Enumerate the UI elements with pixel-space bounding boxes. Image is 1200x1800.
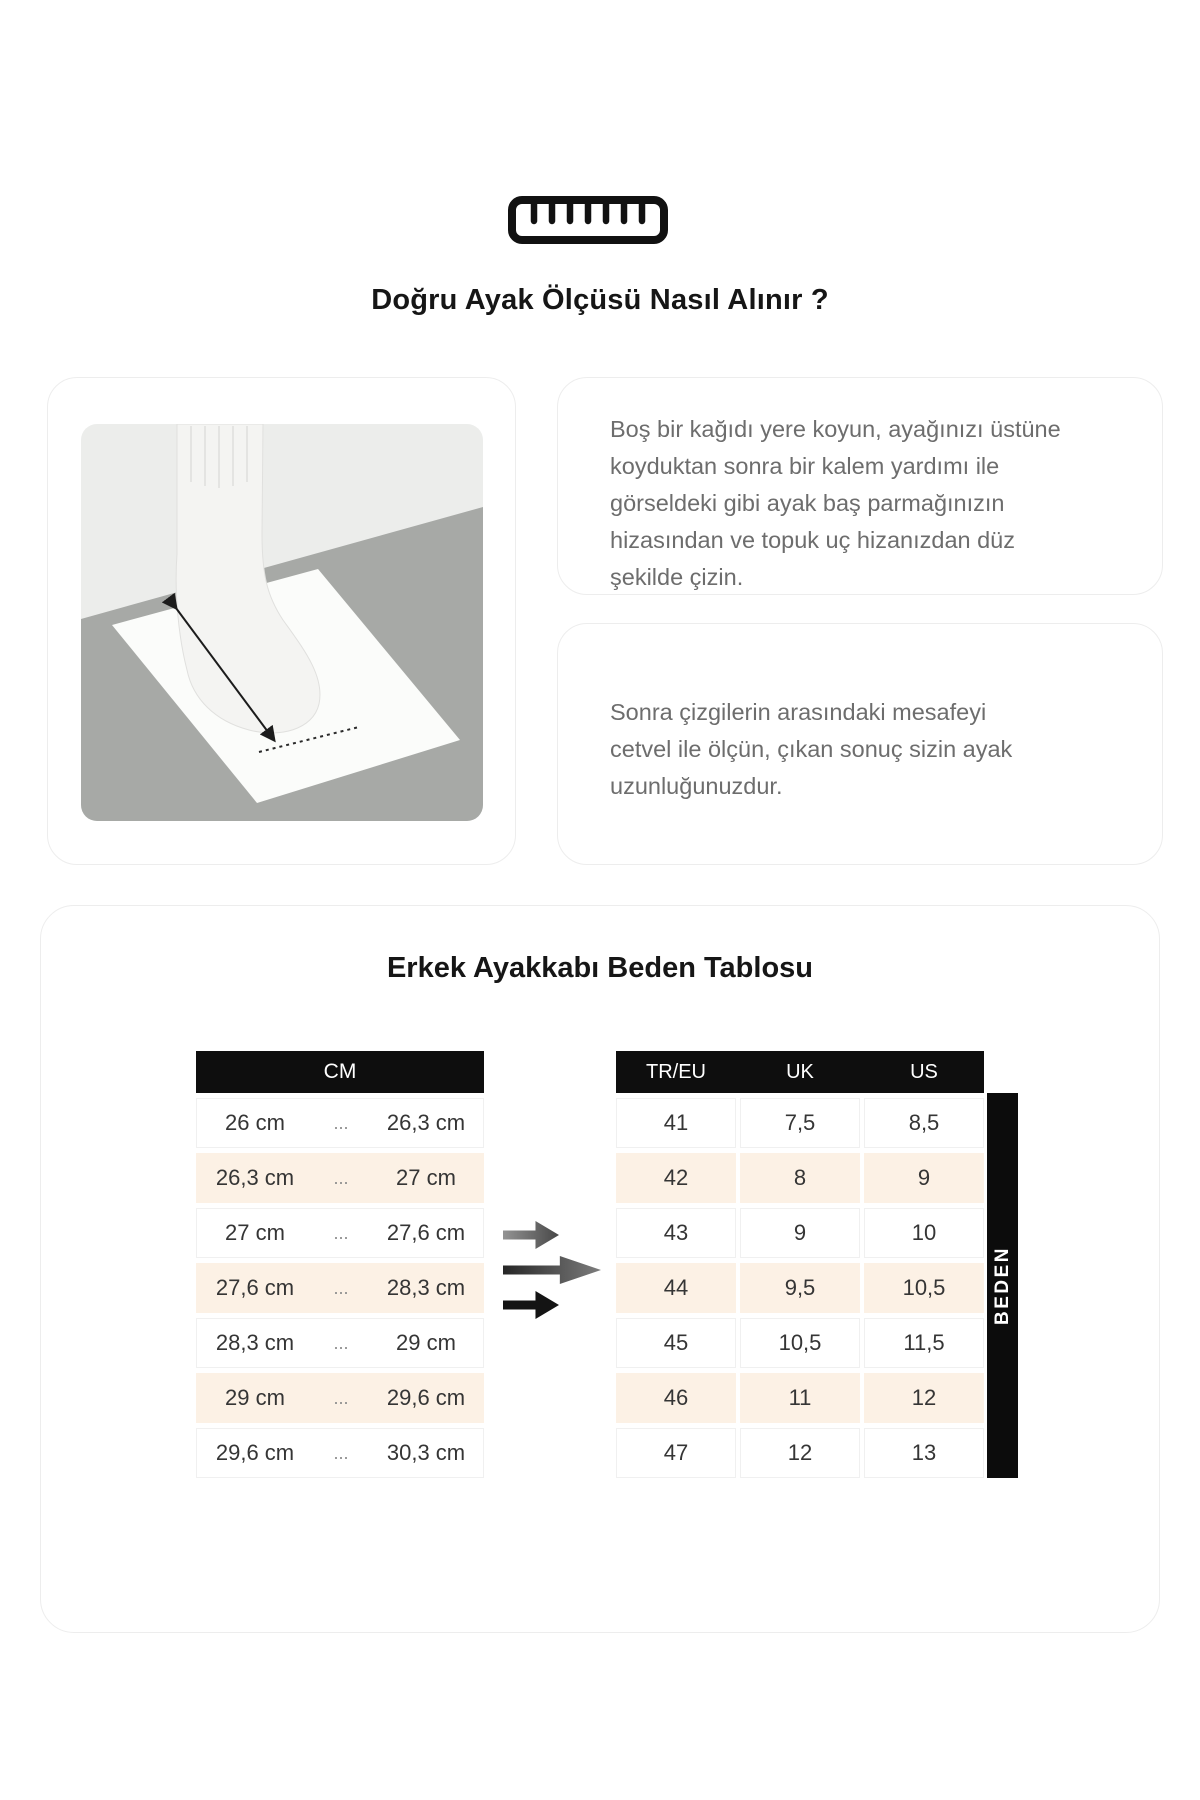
size-treu: 42 — [616, 1153, 736, 1203]
cm-row — [196, 1153, 484, 1203]
cm-table — [196, 1051, 484, 1478]
page-title: Doğru Ayak Ölçüsü Nasıl Alınır ? — [371, 284, 829, 316]
instruction-text: hizasından ve topuk uç hizanızdan düz — [610, 527, 1015, 553]
instruction-text: Sonra çizgilerin arasındaki mesafeyi — [610, 698, 987, 725]
cm-range-end: 30,3 cm — [386, 1440, 466, 1465]
cm-range-start: 29,6 cm — [215, 1440, 295, 1465]
size-us: 13 — [864, 1428, 984, 1478]
size-us: 12 — [864, 1373, 984, 1423]
cm-row — [196, 1373, 484, 1423]
size-uk: 7,5 — [740, 1098, 860, 1148]
col-header-uk: UK — [786, 1060, 814, 1083]
instruction-text: görseldeki gibi ayak baş parmağınızın — [610, 490, 1005, 516]
size-us: 9 — [864, 1153, 984, 1203]
size-uk: 12 — [740, 1428, 860, 1478]
cm-row — [196, 1208, 484, 1258]
cm-row — [196, 1263, 484, 1313]
instruction-step2 — [557, 623, 1163, 865]
size-table — [616, 1051, 984, 1478]
size-uk: 8 — [740, 1153, 860, 1203]
cm-range-start: 28,3 cm — [215, 1330, 295, 1355]
cm-row — [196, 1318, 484, 1368]
size-us: 10,5 — [864, 1263, 984, 1313]
size-uk: 9 — [740, 1208, 860, 1258]
size-us: 8,5 — [864, 1098, 984, 1148]
range-dots: ... — [333, 1277, 349, 1298]
instruction-text: Boş bir kağıdı yere koyun, ayağınızı üstüne — [610, 416, 1061, 442]
cm-range-end: 26,3 cm — [386, 1110, 466, 1135]
size-row — [616, 1318, 984, 1368]
instruction-text: cetvel ile ölçün, çıkan sonuç sizin ayak — [610, 735, 1013, 762]
size-treu: 41 — [616, 1098, 736, 1148]
size-uk: 10,5 — [740, 1318, 860, 1368]
cm-range-end: 27 cm — [396, 1165, 456, 1190]
arrow-right-icon — [503, 1221, 559, 1249]
instruction-text: koyduktan sonra bir kalem yardımı ile — [610, 453, 1000, 479]
cm-row — [196, 1098, 484, 1148]
foot-photo-card — [47, 377, 516, 865]
size-row — [616, 1153, 984, 1203]
instruction-text: uzunluğunuzdur. — [610, 772, 783, 799]
cm-row — [196, 1428, 484, 1478]
size-row — [616, 1428, 984, 1478]
arrow-right-icon — [503, 1291, 559, 1319]
size-uk: 11 — [740, 1373, 860, 1423]
range-dots: ... — [333, 1442, 349, 1463]
size-treu: 47 — [616, 1428, 736, 1478]
col-header-us: US — [910, 1060, 938, 1083]
cm-range-start: 26,3 cm — [215, 1165, 295, 1190]
beden-vertical-bar — [987, 1093, 1018, 1478]
size-treu: 45 — [616, 1318, 736, 1368]
size-us: 11,5 — [864, 1318, 984, 1368]
cm-range-end: 27,6 cm — [386, 1220, 466, 1245]
instruction-text: şekilde çizin. — [610, 564, 744, 590]
cm-range-start: 27,6 cm — [215, 1275, 295, 1300]
cm-range-end: 29 cm — [396, 1330, 456, 1355]
arrow-right-icon — [503, 1256, 601, 1284]
size-treu: 44 — [616, 1263, 736, 1313]
size-treu: 43 — [616, 1208, 736, 1258]
range-dots: ... — [333, 1222, 349, 1243]
range-dots: ... — [333, 1112, 349, 1133]
cm-range-end: 28,3 cm — [386, 1275, 466, 1300]
cm-range-start: 27 cm — [225, 1220, 285, 1245]
size-row — [616, 1098, 984, 1148]
col-header-treu: TR/EU — [646, 1060, 706, 1083]
cm-range-start: 29 cm — [225, 1385, 285, 1410]
instruction-step1 — [557, 377, 1163, 595]
size-chart-title: Erkek Ayakkabı Beden Tablosu — [386, 952, 814, 984]
range-dots: ... — [333, 1387, 349, 1408]
range-dots: ... — [333, 1332, 349, 1353]
size-us: 10 — [864, 1208, 984, 1258]
foot-measurement-photo — [81, 424, 483, 821]
size-chart-card — [40, 905, 1160, 1633]
size-table-header — [616, 1051, 984, 1093]
size-treu: 46 — [616, 1373, 736, 1423]
size-row — [616, 1263, 984, 1313]
range-dots: ... — [333, 1167, 349, 1188]
size-row — [616, 1373, 984, 1423]
size-row — [616, 1208, 984, 1258]
cm-table-header: CM — [196, 1051, 484, 1093]
beden-label: BEDEN — [991, 1245, 1013, 1325]
cm-range-start: 26 cm — [225, 1110, 285, 1135]
ruler-icon — [507, 195, 669, 245]
cm-range-end: 29,6 cm — [386, 1385, 466, 1410]
size-uk: 9,5 — [740, 1263, 860, 1313]
